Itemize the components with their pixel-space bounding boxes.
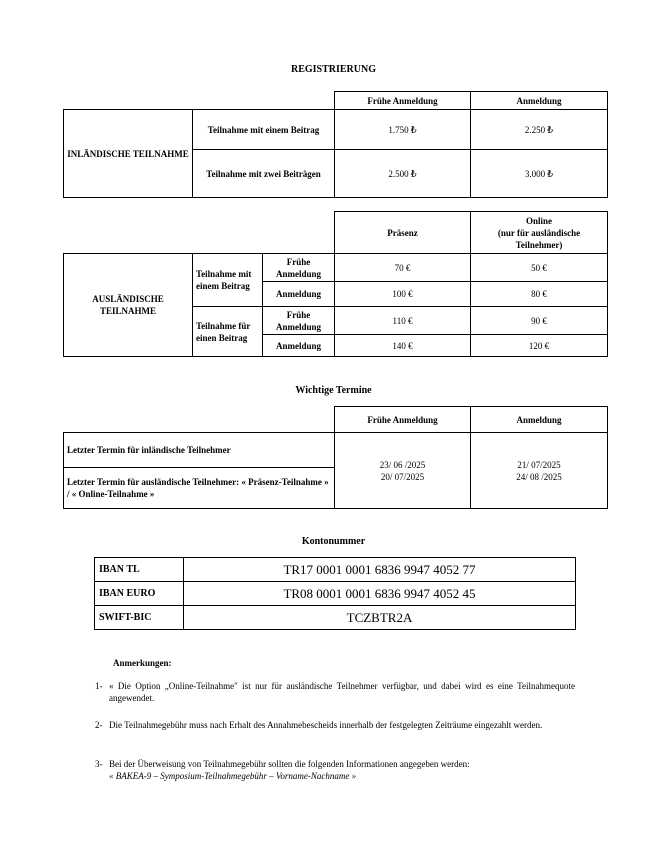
regular-deadline-domestic: 21/ 07/2025 [517,459,561,470]
foreign-online-fee: 90 € [471,307,608,335]
note-number: 1- [95,681,103,691]
note-item [95,680,575,706]
note-number: 2- [95,720,103,730]
header-online [471,212,608,254]
iban-tl-label: IBAN TL [95,558,184,582]
domestic-group-label: INLÄNDISCHE TEILNAHME [64,110,193,198]
early-deadline-dates [335,433,471,509]
foreign-presence-fee: 110 € [335,307,471,335]
foreign-row-label: Frühe Anmeldung [263,254,335,282]
header-early-registration: Frühe Anmeldung [335,407,471,433]
header-registration: Anmeldung [471,92,608,110]
regular-deadline-foreign: 24/ 08 /2025 [516,471,562,482]
foreign-online-fee: 120 € [471,335,608,357]
iban-euro-label: IBAN EURO [95,582,184,606]
early-deadline-foreign: 20/ 07/2025 [380,471,425,482]
note-text [109,758,575,782]
domestic-early-fee: 1.750 ₺ [335,110,471,150]
foreign-presence-fee: 140 € [335,335,471,357]
foreign-row-label: Frühe Anmeldung [263,307,335,335]
note-reference: « BAKEA-9 – Symposium-Teilnahmegebühr – Vorname-Nachname » [109,771,357,781]
early-deadline-domestic: 23/ 06 /2025 [379,459,426,470]
foreign-presence-fee: 70 € [335,254,471,282]
deadline-foreign-label: Letzter Termin für ausländische Teilnehmer: « Präsenz-Teilnahme » / « Online-Teilnahme » [64,468,335,509]
domestic-early-fee: 2.500 ₺ [335,150,471,198]
account-title: Kontonummer [301,536,366,547]
domestic-fee-table [63,91,608,198]
swift-bic-label: SWIFT-BIC [95,606,184,630]
iban-euro-value: TR08 0001 0001 6836 9947 4052 45 [184,582,576,606]
note-text-line: Bei der Überweisung von Teilnahmegebühr sollten die folgenden Informationen angegeben werden: [109,759,470,769]
header-online-line2: (nur für ausländische [497,227,581,238]
regular-deadline-dates [471,433,608,509]
deadline-domestic-label: Letzter Termin für inländische Teilnehmer [64,433,335,468]
domestic-row-label: Teilnahme mit einem Beitrag [193,110,335,150]
foreign-row-label: Anmeldung [263,282,335,307]
note-number: 3- [95,759,103,769]
foreign-row-label: Anmeldung [263,335,335,357]
notes-heading: Anmerkungen: [113,658,172,668]
note-text: Die Teilnahmegebühr muss nach Erhalt des Annahmebescheids innerhalb der festgelegten Zeiträume eingezahlt werden. [109,720,543,730]
note-item [95,758,575,784]
foreign-online-fee: 50 € [471,254,608,282]
header-online-line3: Teilnehmer) [515,239,563,250]
iban-tl-value: TR17 0001 0001 6836 9947 4052 77 [184,558,576,582]
foreign-fee-table [63,211,608,357]
foreign-group-label: AUSLÄNDISCHE TEILNAHME [64,254,193,357]
swift-bic-value: TCZBTR2A [184,606,576,630]
foreign-subgroup-label: Teilnahme für einen Beitrag [193,307,263,357]
registration-title: REGISTRIERUNG [290,64,377,75]
dates-table [63,406,608,509]
header-registration: Anmeldung [471,407,608,433]
dates-title: Wichtige Termine [295,385,372,396]
header-early-registration: Frühe Anmeldung [335,92,471,110]
domestic-regular-fee: 2.250 ₺ [471,110,608,150]
foreign-subgroup-label: Teilnahme mit einem Beitrag [193,254,263,307]
foreign-presence-fee: 100 € [335,282,471,307]
foreign-online-fee: 80 € [471,282,608,307]
account-table [94,557,576,630]
note-item [95,719,575,745]
domestic-regular-fee: 3.000 ₺ [471,150,608,198]
header-presence: Präsenz [335,212,471,254]
note-text: « Die Option „Online-Teilnahme" ist nur für ausländische Teilnehmer verfügbar, und dabei wird es eine Teilnahmequote angewendet. [109,681,575,703]
domestic-row-label: Teilnahme mit zwei Beiträgen [193,150,335,198]
header-online-line1: Online [525,215,552,226]
